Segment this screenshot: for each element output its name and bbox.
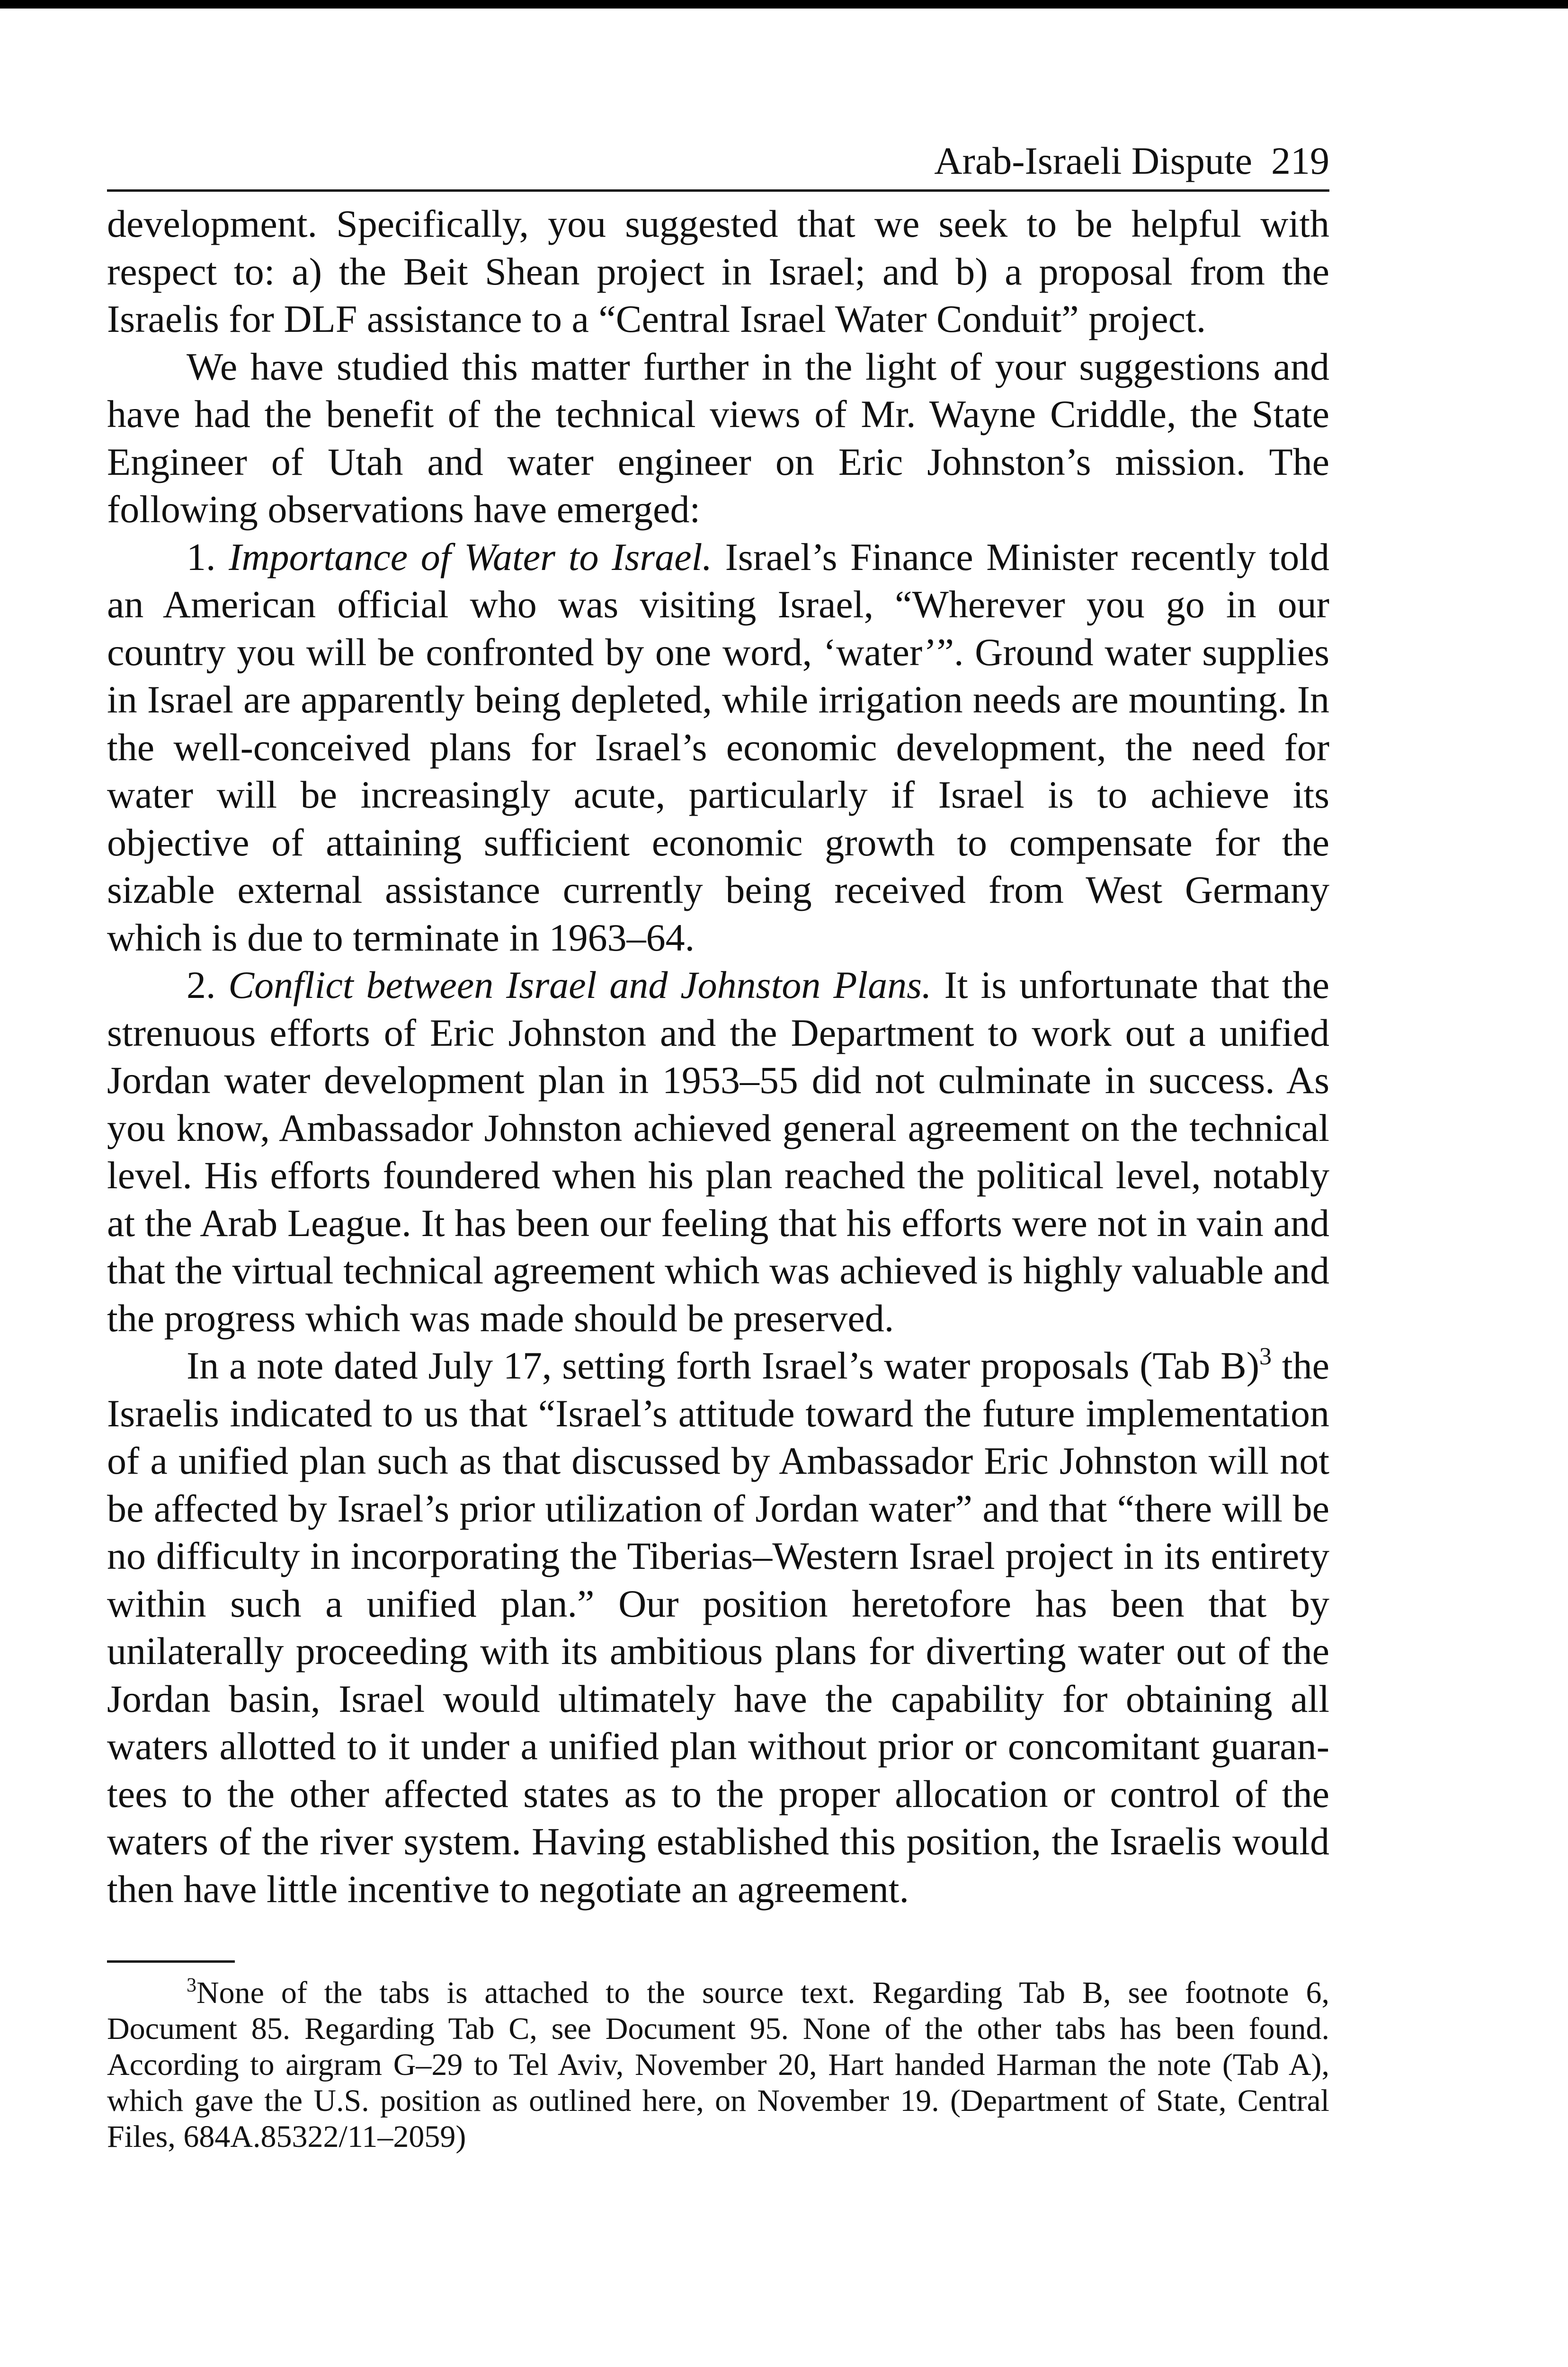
footnote-reference[interactable]: 3 bbox=[1259, 1343, 1272, 1370]
paragraph-4-heading: Conflict between Israel and Johnston Plans. bbox=[228, 963, 932, 1006]
paragraph-5-text-before: In a note dated July 17, setting forth Israel’s water proposals (Tab B) bbox=[187, 1344, 1260, 1387]
document-page bbox=[107, 133, 1329, 2155]
footnote-rule bbox=[107, 1960, 235, 1963]
paragraph-1: development. Specifically, you suggested that we seek to be helpful with respect to: a) the Beit Shean project in Israel; and b) a proposal from the Israelis for DLF assistance to a “Central Israel Water Conduit” project. bbox=[107, 202, 1329, 340]
paragraph-5 bbox=[107, 1342, 1329, 1913]
paragraph-5-text-after: the Israelis indicated to us that “Israel’s attitude toward the future implementation of a unified plan such as that discussed by Ambassador Eric Johnston will not be affected by Israel’s prior utilization of Jordan water” and that “there will be no difficulty in incorporating the Tiberias–Western Israel project in its entirety within such a unified plan.” Our position heretofore has been that by unilaterally proceeding with its ambitious plans for diverting water out of the Jordan basin, Israel would ultimately have the capability for obtaining all waters allotted to it under a unified plan without prior or concomitant guarantees to the other affected states as to the proper allocation or control of the waters of the river system. Having established this position, the Israelis would then have little incentive to negotiate an agreement. bbox=[107, 1344, 1329, 1911]
footnote-number: 3 bbox=[187, 1975, 196, 1996]
body-text bbox=[107, 200, 1329, 1913]
paragraph-3 bbox=[107, 534, 1329, 962]
paragraph-3-heading: Importance of Water to Israel. bbox=[229, 535, 712, 578]
footnote-text: None of the tabs is attached to the source text. Regarding Tab B, see footnote 6, Document 85. Regarding Tab C, see Document 95. None of the other tabs has been found. According to airgram G–29 to Tel Aviv, November 20, Hart handed Harman the note (Tab A), which gave the U.S. position as outlined here, on November 19. (Department of State, Central Files, 684A.85322/11–2059) bbox=[107, 1975, 1329, 2154]
paragraph-3-number: 1. bbox=[187, 535, 216, 578]
running-head bbox=[107, 133, 1329, 192]
running-head-title: Arab-Israeli Dispute bbox=[934, 139, 1252, 182]
paragraph-3-text: Israel’s Finance Minister recently told an American official who was visiting Israel, “Wherever you go in our country you will be confronted by one word, ‘water’”. Ground water supplies in Israel are apparently being depleted, while irrigation needs are mounting. In the well-conceived plans for Israel’s economic development, the need for water will be increasingly acute, particularly if Israel is to achieve its objective of attaining sufficient economic growth to compensate for the sizable external assistance currently being received from West Germany which is due to terminate in 1963–64. bbox=[107, 535, 1330, 959]
paragraph-4-number: 2. bbox=[187, 963, 216, 1006]
paragraph-4 bbox=[107, 961, 1329, 1342]
paragraph-2: We have studied this matter further in the light of your suggestions and have had the benefit of the technical views of Mr. Wayne Criddle, the State Engineer of Utah and water engineer on Eric Johnston’s mission. The following observations have emerged: bbox=[107, 345, 1329, 531]
paragraph-4-text: It is unfortunate that the strenuous efforts of Eric Johnston and the Department to work out a unified Jordan water development plan in 1953–55 did not culminate in success. As you know, Ambassador Johnston achieved general agreement on the technical level. His efforts foundered when his plan reached the political level, notably at the Arab League. It has been our feeling that his efforts were not in vain and that the virtual technical agreement which was achieved is highly valuable and the progress which was made should be preserved. bbox=[107, 963, 1330, 1340]
page-number: 219 bbox=[1271, 139, 1329, 182]
top-edge-rule bbox=[0, 0, 1568, 9]
footnotes bbox=[107, 1975, 1329, 2155]
footnote-3 bbox=[107, 1975, 1329, 2155]
